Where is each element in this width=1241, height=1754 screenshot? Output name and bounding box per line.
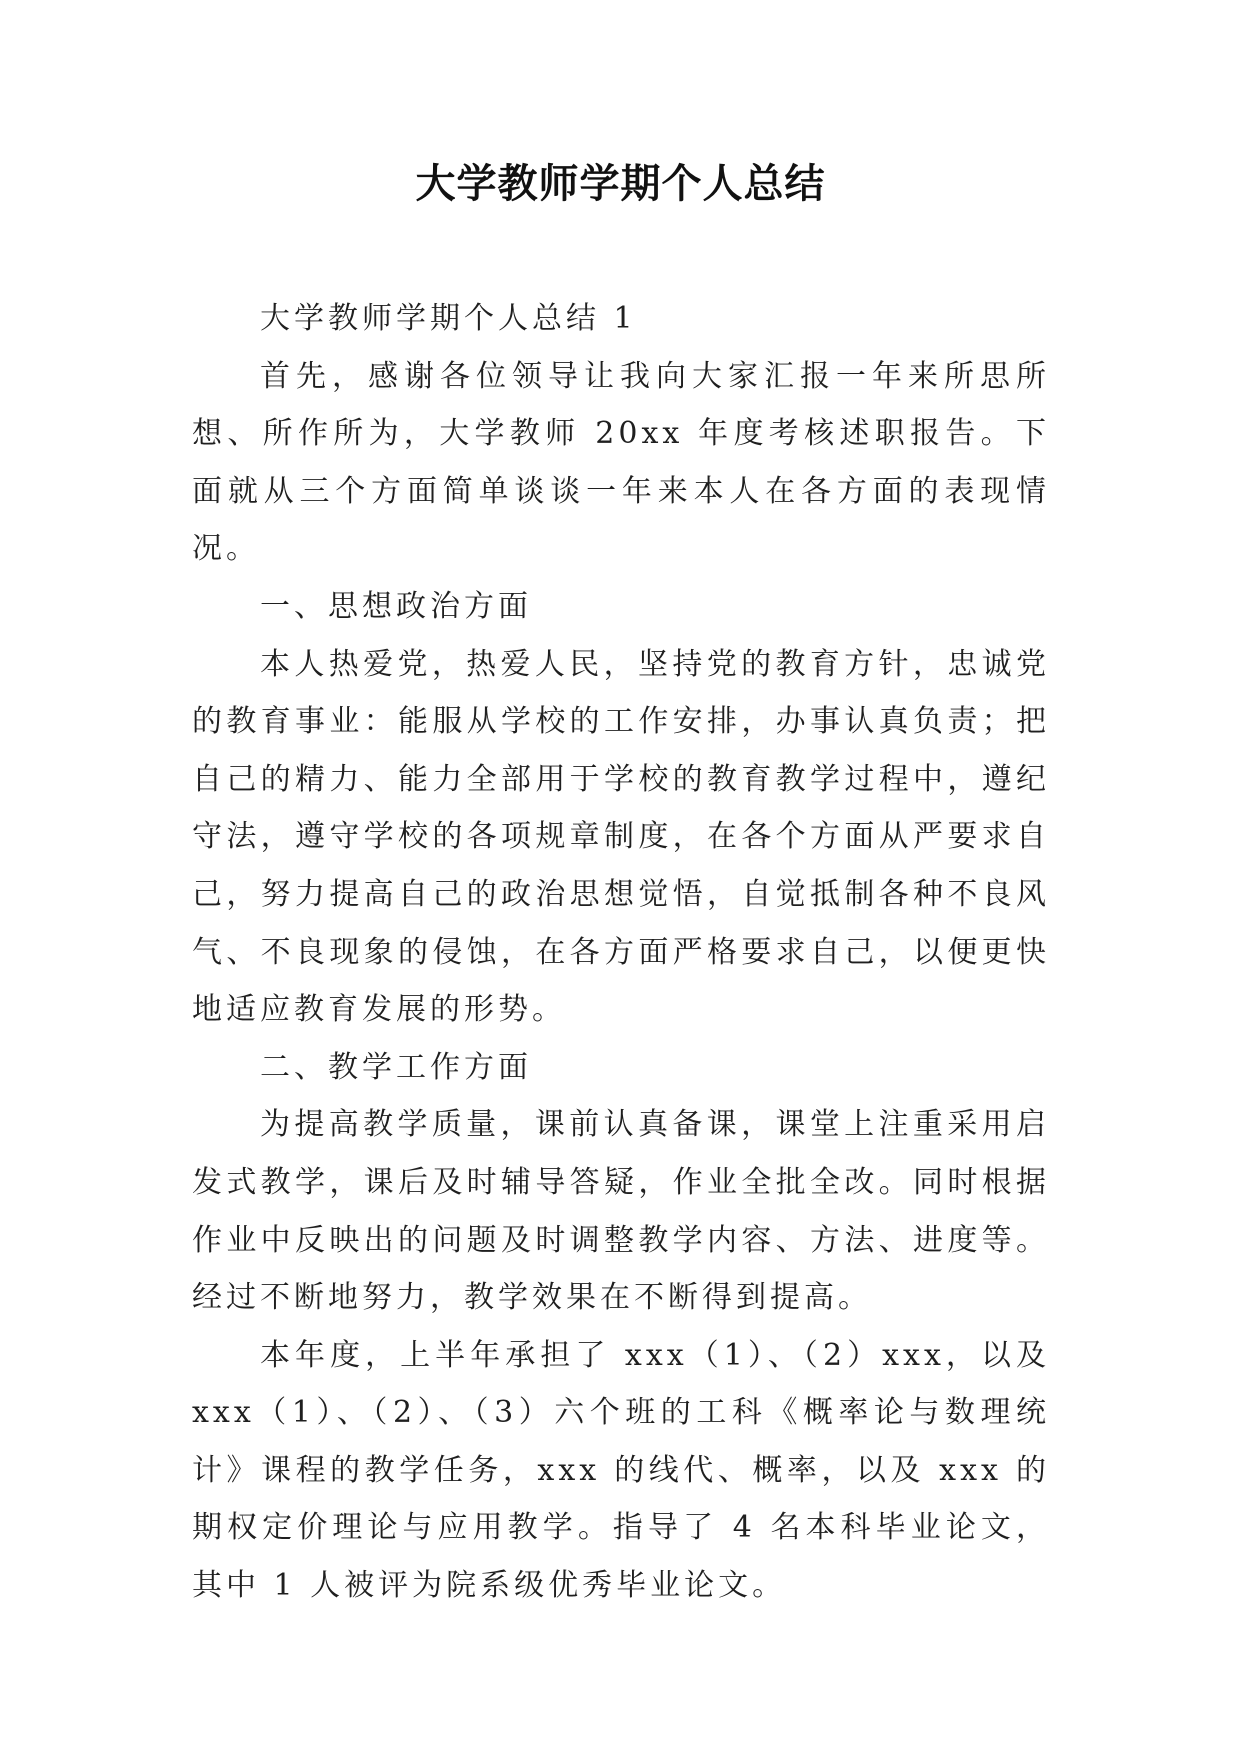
paragraph-teaching-tasks: 本年度，上半年承担了 xxx（1）、（2）xxx，以及 xxx（1）、（2）、（3）六个班的工科《概率论与数理统计》课程的教学任务，xxx 的线代、概率，以及 xxx 的期权定价理论与应用教学。指导了 4 名本科毕业论文，其中 1 人被评为院系级优秀毕业论文。	[192, 1337, 1050, 1604]
document-title: 大学教师学期个人总结	[415, 161, 826, 207]
paragraph-intro: 首先，感谢各位领导让我向大家汇报一年来所思所想、所作所为，大学教师 20xx 年度考核述职报告。下面就从三个方面简单谈谈一年来本人在各方面的表现情况。	[192, 358, 1050, 567]
document-body	[192, 290, 1050, 1615]
paragraph-teaching-quality: 为提高教学质量，课前认真备课，课堂上注重采用启发式教学，课后及时辅导答疑，作业全批全改。同时根据作业中反映出的问题及时调整教学内容、方法、进度等。经过不断地努力，教学效果在不断得到提高。	[192, 1107, 1050, 1316]
section-heading-teaching: 二、教学工作方面	[260, 1049, 532, 1085]
section-heading-1: 大学教师学期个人总结 1	[260, 301, 637, 336]
section-heading-political: 一、思想政治方面	[260, 588, 532, 624]
paragraph-political: 本人热爱党，热爱人民，坚持党的教育方针，忠诚党的教育事业：能服从学校的工作安排，办事认真负责；把自己的精力、能力全部用于学校的教育教学过程中，遵纪守法，遵守学校的各项规章制度，在各个方面从严要求自己，努力提高自己的政治思想觉悟，自觉抵制各种不良风气、不良现象的侵蚀，在各方面严格要求自己，以便更快地适应教育发展的形势。	[192, 646, 1050, 1028]
